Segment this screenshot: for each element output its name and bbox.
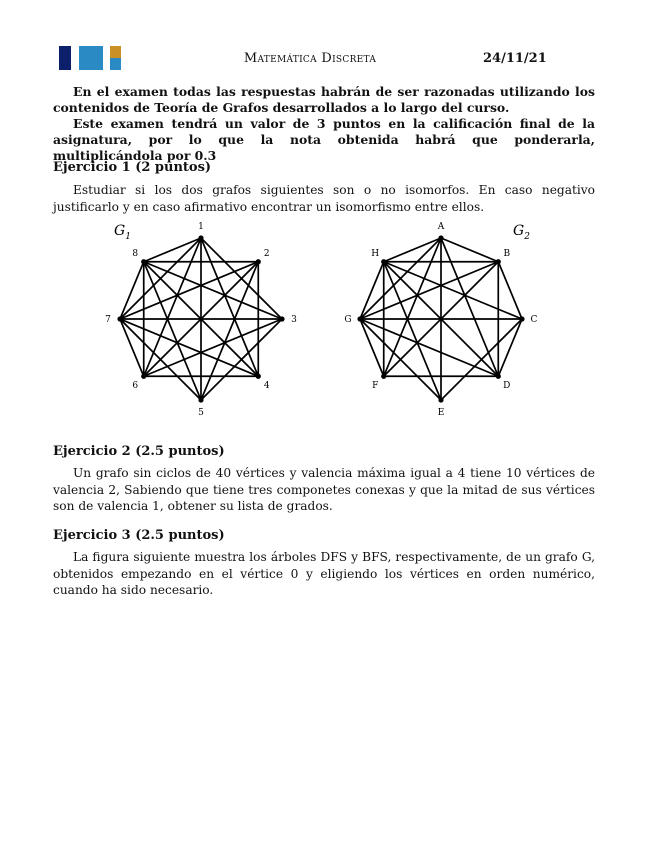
g1-vertex-2 xyxy=(256,259,261,264)
exercise-1-text xyxy=(53,182,595,215)
exercise-3-paragraph: La figura siguiente muestra los árboles DFS y BFS, respectivamente, de un grafo G, obtenidos empezando en el vértice 0 y eligiendo los vértices en orden numérico, cuando ha sido necesario. xyxy=(53,550,595,597)
g1-vertex-label-6: 6 xyxy=(132,380,139,391)
g1-vertex-8 xyxy=(141,259,146,264)
exercise-1-paragraph: Estudiar si los dos grafos siguientes son o no isomorfos. En caso negativo justificarlo y en caso afirmativo encontrar un isomorfismo entre ellos. xyxy=(53,183,595,214)
g1-vertex-7 xyxy=(117,316,122,321)
g2-vertex-C xyxy=(519,316,524,321)
g2-vertex-B xyxy=(496,259,501,264)
exercise-2-text xyxy=(53,465,595,515)
exercise-3-title: Ejercicio 3 (2.5 puntos) xyxy=(53,528,225,543)
header-title: Matemática Discreta xyxy=(243,51,377,66)
g2-vertex-G xyxy=(357,316,362,321)
exercise-2-title: Ejercicio 2 (2.5 puntos) xyxy=(53,444,225,459)
g1-vertex-5 xyxy=(198,397,203,402)
g2-vertex-label-E: E xyxy=(437,408,445,418)
g1-vertex-label-4: 4 xyxy=(263,380,270,391)
graph-g2-label: $G_2$ xyxy=(513,223,530,242)
graph-g2 xyxy=(344,222,537,418)
g2-vertex-label-D: D xyxy=(503,380,511,391)
exercise-3-text xyxy=(53,549,595,599)
g2-vertex-D xyxy=(496,374,501,379)
g1-vertex-label-8: 8 xyxy=(132,249,139,260)
graph-g1-label: $G_1$ xyxy=(114,223,131,242)
exercise-1-title: Ejercicio 1 (2 puntos) xyxy=(53,160,212,175)
g1-vertex-label-5: 5 xyxy=(198,408,204,418)
intro-paragraph-1: En el examen todas las respuestas habrán de ser razonadas utilizando los contenidos de Teoría de Grafos desarrollados a lo largo del curso. xyxy=(53,84,595,115)
g2-vertex-label-C: C xyxy=(530,315,538,325)
g1-vertex-label-7: 7 xyxy=(105,315,111,325)
g1-vertex-label-1: 1 xyxy=(198,222,204,232)
g1-vertex-4 xyxy=(256,374,261,379)
header-date: 24/11/21 xyxy=(483,51,547,66)
g2-vertex-label-B: B xyxy=(503,249,511,260)
g2-vertex-label-F: F xyxy=(372,380,379,391)
g2-vertex-label-A: A xyxy=(437,222,445,232)
g2-vertex-A xyxy=(438,235,443,240)
intro-instructions xyxy=(53,84,595,164)
g2-vertex-F xyxy=(381,374,386,379)
g1-vertex-1 xyxy=(198,235,203,240)
graphs-figure xyxy=(0,215,655,420)
g2-vertex-label-H: H xyxy=(371,249,380,260)
g1-vertex-6 xyxy=(141,374,146,379)
graph-g1 xyxy=(105,222,297,418)
g2-edge-C-D xyxy=(498,319,522,376)
g1-vertex-label-2: 2 xyxy=(263,249,270,260)
g2-vertex-H xyxy=(381,259,386,264)
exercise-2-paragraph: Un grafo sin ciclos de 40 vértices y valencia máxima igual a 4 tiene 10 vértices de valencia 2, Sabiendo que tiene tres componetes conexas y que la mitad de sus vértices son de valencia 1, obtener su lista de grados. xyxy=(53,466,595,513)
intro-paragraph-2: Este examen tendrá un valor de 3 puntos en la calificación final de la asignatura, por lo que la nota obtenida habrá que ponderarla, multiplicándola por 0.3 xyxy=(53,116,595,163)
g2-vertex-E xyxy=(438,397,443,402)
g1-vertex-label-3: 3 xyxy=(291,315,297,325)
g2-vertex-label-G: G xyxy=(344,315,352,325)
g1-vertex-3 xyxy=(279,316,284,321)
